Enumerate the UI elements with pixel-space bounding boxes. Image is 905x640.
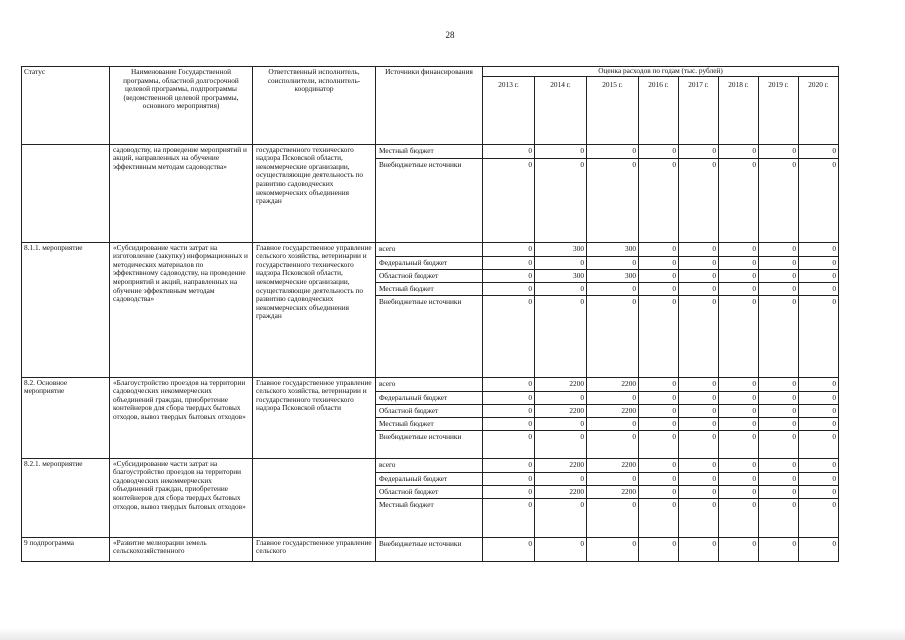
value-cell: 0	[799, 417, 839, 430]
value-cell: 2200	[535, 458, 587, 472]
value-cell: 0	[679, 282, 719, 295]
header-estimate: Оценка расходов по годам (тыс. рублей)	[483, 67, 839, 77]
value-cell: 0	[587, 144, 639, 158]
row-status: 9 подпрограмма	[22, 537, 110, 561]
value-cell: 0	[679, 404, 719, 417]
value-cell: 0	[799, 485, 839, 498]
value-cell: 0	[759, 269, 799, 282]
table-row	[22, 537, 839, 561]
value-cell: 0	[719, 485, 759, 498]
value-cell: 0	[535, 391, 587, 404]
row-executor: Главное государственное управление сельского хозяйства, ветеринарии и государственного технического надзора Псковской области	[253, 377, 376, 458]
value-cell: 0	[483, 144, 535, 158]
value-cell: 0	[483, 417, 535, 430]
value-cell: 0	[719, 144, 759, 158]
value-cell: 0	[535, 417, 587, 430]
value-cell: 0	[719, 537, 759, 561]
row-executor: Главное государственное управление сельского	[253, 537, 376, 561]
row-source: Внебюджетные источники	[376, 430, 483, 458]
row-source: Внебюджетные источники	[376, 158, 483, 242]
row-source: Местный бюджет	[376, 498, 483, 537]
value-cell: 0	[639, 472, 679, 485]
value-cell: 0	[483, 430, 535, 458]
value-cell: 0	[719, 472, 759, 485]
value-cell: 0	[719, 458, 759, 472]
value-cell: 300	[587, 242, 639, 256]
value-cell: 0	[483, 458, 535, 472]
row-name: «Благоустройство проездов на территории садоводческих некоммерческих объединений граждан, приобретение контейнеров для сбора твердых бытовых отходов, вывоз твердых бытовых отходов»	[110, 377, 253, 458]
row-status: 8.2.1. мероприятие	[22, 458, 110, 537]
header-year: 2020 г.	[799, 76, 839, 144]
value-cell: 0	[483, 391, 535, 404]
table-row	[22, 242, 839, 256]
value-cell: 0	[759, 391, 799, 404]
row-status: 8.2. Основное мероприятие	[22, 377, 110, 458]
value-cell: 0	[483, 269, 535, 282]
header-year: 2014 г.	[535, 76, 587, 144]
row-source: Внебюджетные источники	[376, 295, 483, 377]
value-cell: 0	[759, 144, 799, 158]
value-cell: 0	[719, 391, 759, 404]
value-cell: 2200	[587, 458, 639, 472]
value-cell: 0	[759, 537, 799, 561]
row-name: «Развитие мелиорации земель сельскохозяйственного	[110, 537, 253, 561]
row-source: Областной бюджет	[376, 269, 483, 282]
value-cell: 0	[759, 377, 799, 391]
value-cell: 0	[799, 391, 839, 404]
value-cell: 0	[759, 256, 799, 269]
value-cell: 0	[587, 537, 639, 561]
value-cell: 0	[639, 144, 679, 158]
value-cell: 0	[483, 537, 535, 561]
value-cell: 0	[719, 404, 759, 417]
value-cell: 0	[483, 295, 535, 377]
value-cell: 0	[799, 282, 839, 295]
value-cell: 0	[587, 498, 639, 537]
value-cell: 0	[719, 282, 759, 295]
row-status	[22, 144, 110, 242]
value-cell: 0	[759, 158, 799, 242]
value-cell: 0	[587, 256, 639, 269]
value-cell: 0	[759, 295, 799, 377]
value-cell: 0	[679, 485, 719, 498]
value-cell: 0	[639, 269, 679, 282]
value-cell: 0	[639, 391, 679, 404]
row-source: Федеральный бюджет	[376, 391, 483, 404]
value-cell: 0	[535, 144, 587, 158]
value-cell: 0	[799, 537, 839, 561]
row-executor: Главное государственное управление сельского хозяйства, ветеринарии и государственного технического надзора Псковской области, некоммерческие организации, осуществляющие деятельность по развитию садоводческих некоммерческих объединения граждан	[253, 242, 376, 377]
table-row	[22, 458, 839, 472]
value-cell: 0	[799, 242, 839, 256]
header-name: Наименование Государственной программы, областной долгосрочной целевой программы, подпрограммы (ведомственной целевой программы, основного мероприятия)	[110, 67, 253, 145]
value-cell: 0	[639, 377, 679, 391]
value-cell: 0	[679, 144, 719, 158]
value-cell: 0	[719, 377, 759, 391]
header-executor: Ответственный исполнитель, соисполнители, исполнитель-координатор	[253, 67, 376, 145]
header-year: 2013 г.	[483, 76, 535, 144]
value-cell: 0	[639, 485, 679, 498]
value-cell: 0	[535, 158, 587, 242]
scan-edge	[0, 628, 905, 640]
value-cell: 0	[639, 430, 679, 458]
header-year: 2017 г.	[679, 76, 719, 144]
value-cell: 0	[719, 295, 759, 377]
row-executor: государственного технического надзора Псковской области, некоммерческие организации, осуществляющие деятельность по развитию садоводческих некоммерческих объединения граждан	[253, 144, 376, 242]
value-cell: 0	[639, 282, 679, 295]
value-cell: 0	[719, 498, 759, 537]
row-source: Федеральный бюджет	[376, 472, 483, 485]
value-cell: 0	[799, 295, 839, 377]
value-cell: 0	[799, 498, 839, 537]
page-number: 28	[445, 30, 455, 40]
value-cell: 0	[719, 256, 759, 269]
value-cell: 2200	[535, 485, 587, 498]
value-cell: 0	[483, 377, 535, 391]
value-cell: 0	[483, 485, 535, 498]
value-cell: 2200	[587, 485, 639, 498]
value-cell: 0	[719, 430, 759, 458]
value-cell: 0	[535, 472, 587, 485]
value-cell: 0	[483, 158, 535, 242]
value-cell: 300	[535, 242, 587, 256]
value-cell: 2200	[535, 404, 587, 417]
value-cell: 0	[639, 537, 679, 561]
row-source: всего	[376, 458, 483, 472]
value-cell: 0	[759, 417, 799, 430]
value-cell: 2200	[535, 377, 587, 391]
value-cell: 300	[587, 269, 639, 282]
value-cell: 0	[799, 144, 839, 158]
header-year: 2018 г.	[719, 76, 759, 144]
value-cell: 0	[679, 458, 719, 472]
value-cell: 0	[799, 472, 839, 485]
table-row	[22, 144, 839, 158]
value-cell: 0	[759, 485, 799, 498]
row-name: «Субсидирование части затрат на изготовление (закупку) информационных и методических материалов по эффективному садоводству, на проведение мероприятий и акций, направленных на обучение эффективным методам садоводства»	[110, 242, 253, 377]
value-cell: 0	[483, 472, 535, 485]
header-year: 2016 г.	[639, 76, 679, 144]
value-cell: 0	[759, 430, 799, 458]
value-cell: 0	[535, 282, 587, 295]
value-cell: 0	[679, 269, 719, 282]
table-row	[22, 377, 839, 391]
value-cell: 0	[719, 158, 759, 242]
value-cell: 0	[679, 430, 719, 458]
value-cell: 0	[587, 472, 639, 485]
value-cell: 0	[535, 537, 587, 561]
row-source: Местный бюджет	[376, 144, 483, 158]
value-cell: 0	[639, 404, 679, 417]
value-cell: 300	[535, 269, 587, 282]
value-cell: 0	[679, 158, 719, 242]
value-cell: 0	[679, 391, 719, 404]
row-source: Местный бюджет	[376, 282, 483, 295]
value-cell: 0	[639, 417, 679, 430]
value-cell: 0	[799, 430, 839, 458]
value-cell: 0	[587, 430, 639, 458]
value-cell: 0	[587, 282, 639, 295]
value-cell: 0	[679, 377, 719, 391]
value-cell: 2200	[587, 404, 639, 417]
row-source: Областной бюджет	[376, 404, 483, 417]
value-cell: 0	[679, 472, 719, 485]
value-cell: 0	[719, 269, 759, 282]
value-cell: 0	[483, 242, 535, 256]
value-cell: 0	[759, 458, 799, 472]
value-cell: 0	[759, 282, 799, 295]
value-cell: 0	[799, 269, 839, 282]
value-cell: 0	[535, 430, 587, 458]
row-source: Внебюджетные источники	[376, 537, 483, 561]
value-cell: 0	[639, 458, 679, 472]
row-source: всего	[376, 242, 483, 256]
value-cell: 0	[799, 458, 839, 472]
value-cell: 0	[679, 256, 719, 269]
header-year: 2019 г.	[759, 76, 799, 144]
header-status: Статус	[22, 67, 110, 145]
value-cell: 0	[759, 242, 799, 256]
value-cell: 0	[719, 417, 759, 430]
row-status: 8.1.1. мероприятие	[22, 242, 110, 377]
value-cell: 0	[759, 472, 799, 485]
value-cell: 0	[639, 242, 679, 256]
row-name: «Субсидирование части затрат на благоустройство проездов на территории садоводческих некоммерческих объединений граждан, приобретение контейнеров для сбора твердых бытовых отходов, вывоз твердых бытовых отходов»	[110, 458, 253, 537]
row-source: Областной бюджет	[376, 485, 483, 498]
value-cell: 0	[799, 377, 839, 391]
value-cell: 0	[799, 256, 839, 269]
value-cell: 0	[639, 158, 679, 242]
value-cell: 0	[679, 242, 719, 256]
value-cell: 0	[639, 295, 679, 377]
value-cell: 0	[759, 498, 799, 537]
value-cell: 0	[535, 295, 587, 377]
row-source: Местный бюджет	[376, 417, 483, 430]
value-cell: 0	[639, 256, 679, 269]
header-sources: Источники финансирования	[376, 67, 483, 145]
row-name: садоводству, на проведение мероприятий и акций, направленных на обучение эффективным методам садоводства»	[110, 144, 253, 242]
value-cell: 0	[587, 295, 639, 377]
expense-table	[21, 66, 839, 562]
header-year: 2015 г.	[587, 76, 639, 144]
value-cell: 0	[483, 498, 535, 537]
value-cell: 0	[483, 282, 535, 295]
value-cell: 0	[639, 498, 679, 537]
value-cell: 0	[799, 404, 839, 417]
value-cell: 0	[587, 391, 639, 404]
value-cell: 0	[719, 242, 759, 256]
value-cell: 0	[679, 498, 719, 537]
value-cell: 0	[679, 295, 719, 377]
value-cell: 0	[799, 158, 839, 242]
value-cell: 0	[535, 498, 587, 537]
row-source: всего	[376, 377, 483, 391]
value-cell: 0	[587, 417, 639, 430]
value-cell: 0	[483, 256, 535, 269]
row-executor	[253, 458, 376, 537]
value-cell: 0	[483, 404, 535, 417]
value-cell: 0	[679, 417, 719, 430]
value-cell: 0	[679, 537, 719, 561]
row-source: Федеральный бюджет	[376, 256, 483, 269]
value-cell: 0	[535, 256, 587, 269]
value-cell: 0	[587, 158, 639, 242]
value-cell: 0	[759, 404, 799, 417]
value-cell: 2200	[587, 377, 639, 391]
